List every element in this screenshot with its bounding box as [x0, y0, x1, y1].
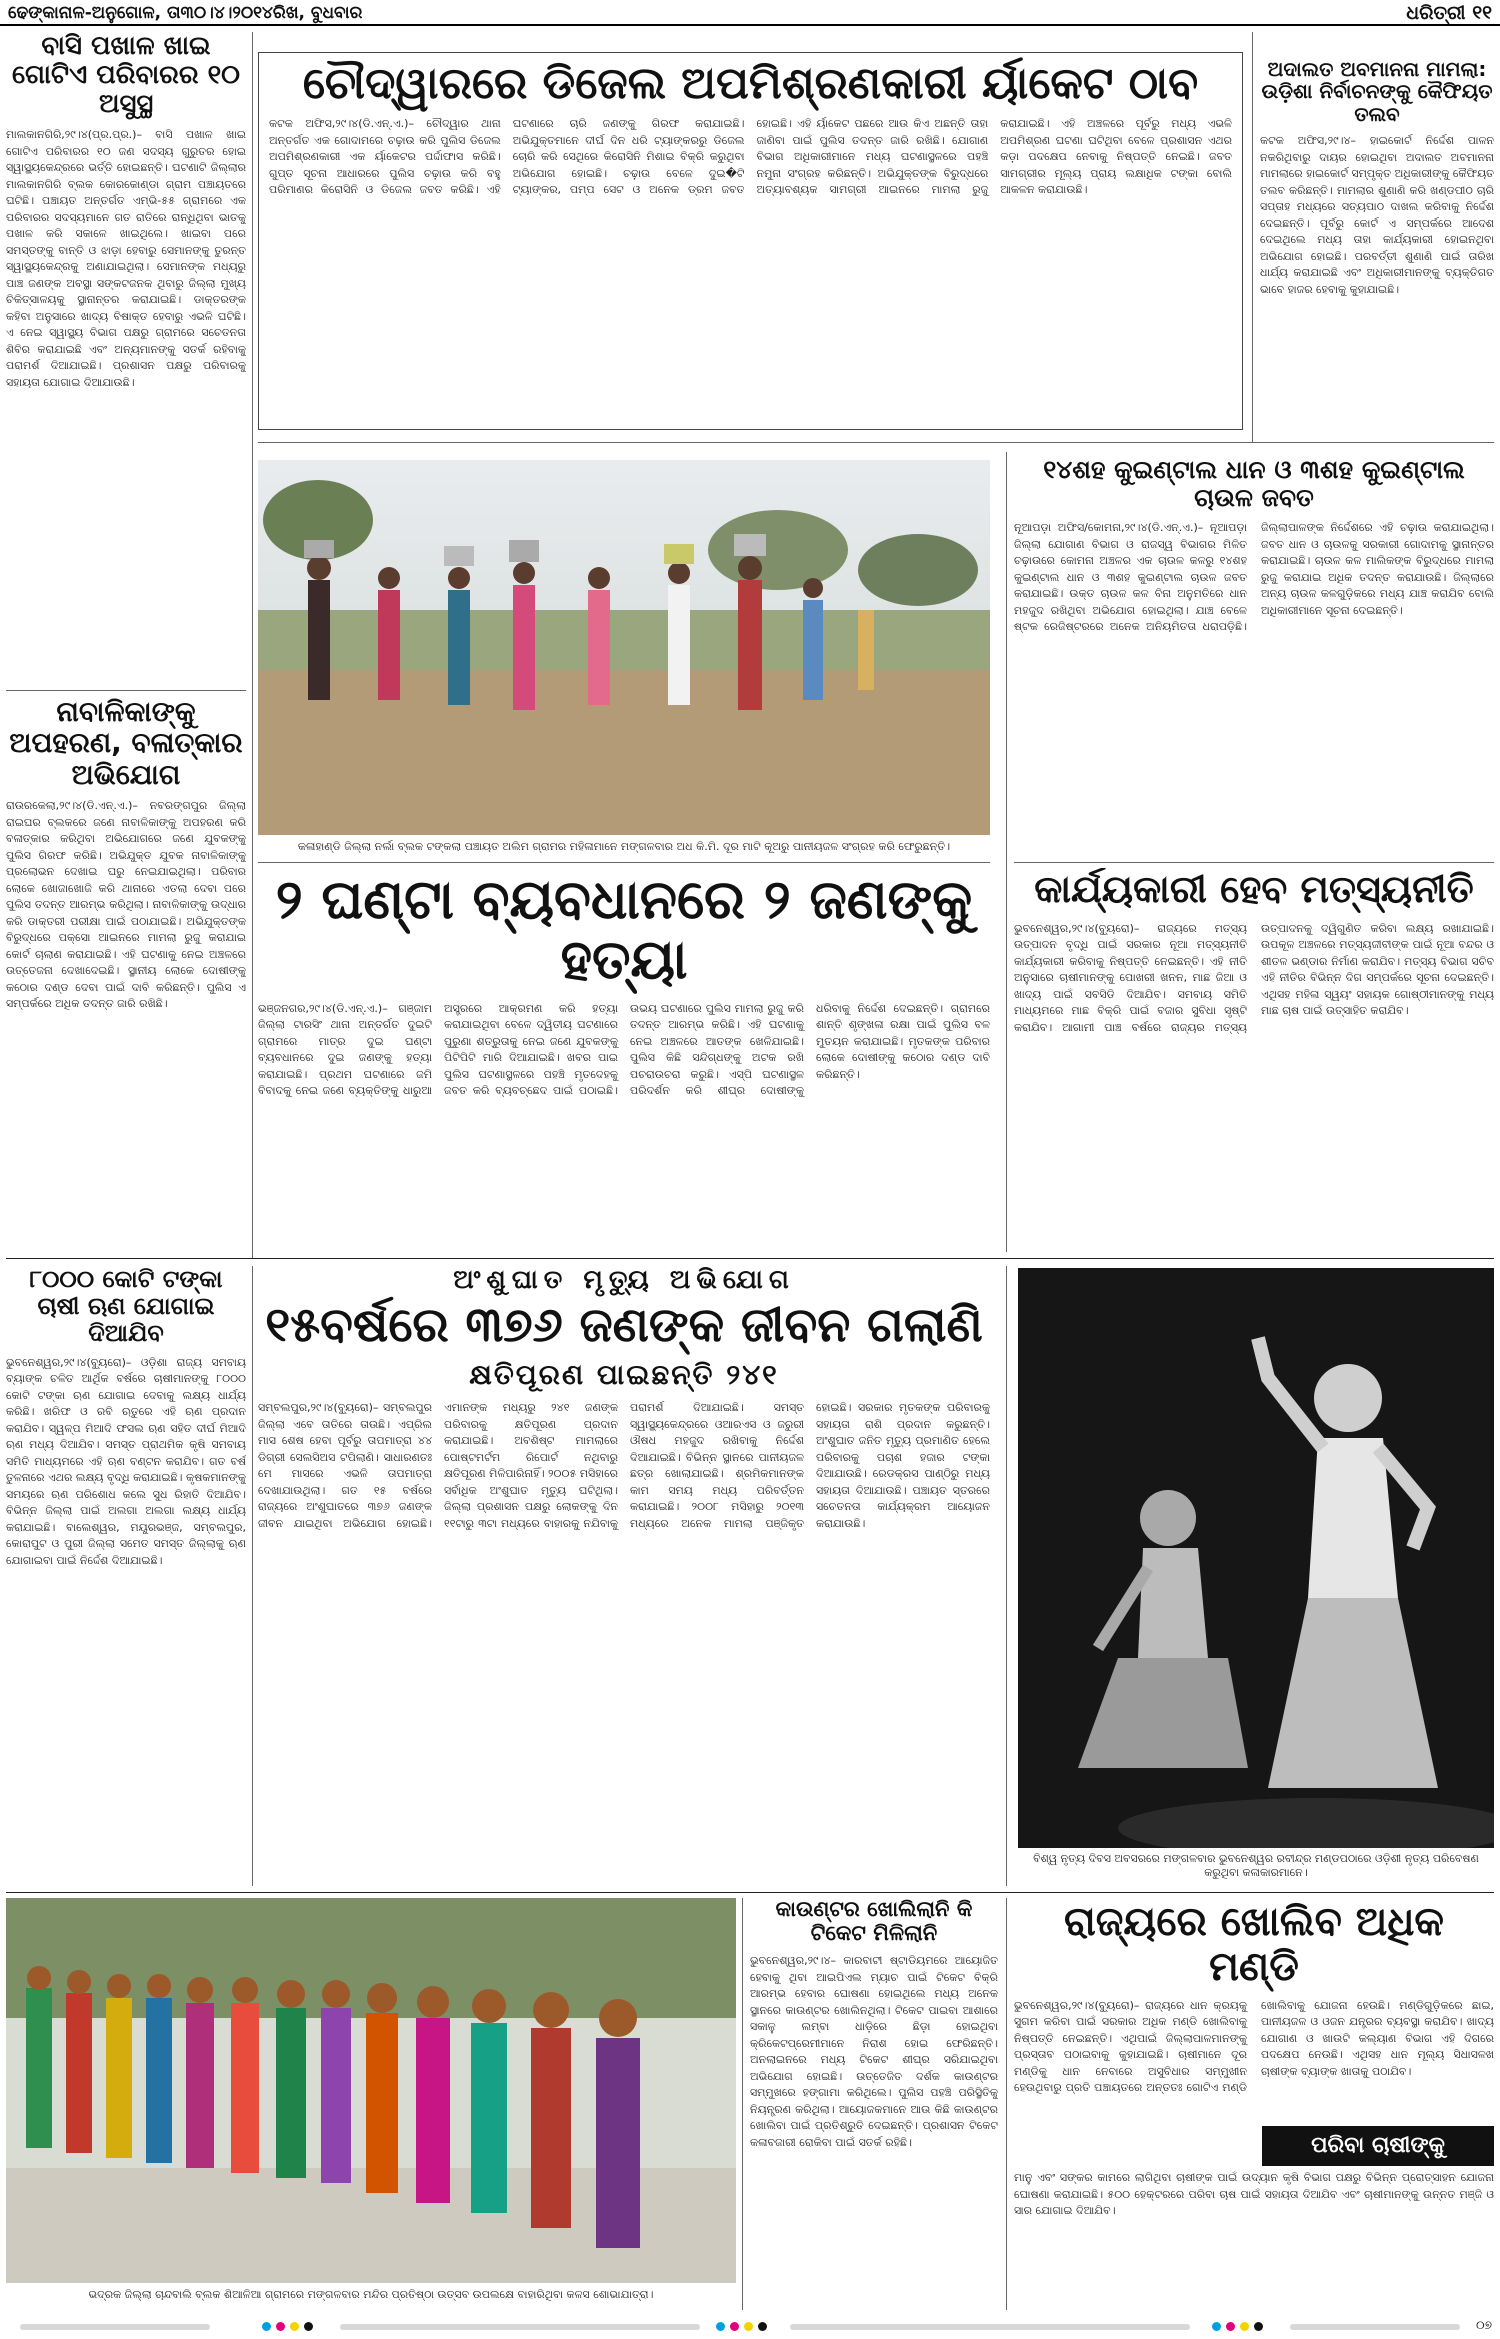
page-mark: ୦୭ [1475, 2318, 1492, 2332]
cyan-dot-icon [1212, 2322, 1221, 2331]
date-line: ଢେଙ୍କାନାଳ-ଅନୁଗୋଳ, ତା୩୦।୪।୨୦୧୪ରିଖ, ବୁଧବାର [8, 3, 363, 23]
photo-caption: ଭଦ୍ରକ ଜିଲ୍ଲା ଚାନ୍ଦବାଲି ବ୍ଲକ ଶିଆଳିଆ ଗ୍ରାମରେ ମଙ୍ଗଳବାର ମନ୍ଦିର ପ୍ରତିଷ୍ଠା ଉତ୍ସବ ଉପଲକ୍ଷେ ବାହାରିଥିବା କଳସ ଶୋଭାଯାତ୍ରା। [88, 2288, 654, 2301]
article-more-mandis [1014, 1900, 1494, 2310]
article-body: ଭୁବନେଶ୍ୱର,୨୯।୪(ବ୍ୟୁରୋ)– ଓଡ଼ିଶା ରାଜ୍ୟ ସମବାୟ ବ୍ୟାଙ୍କ ଚଳିତ ଆର୍ଥିକ ବର୍ଷରେ ଚାଷୀମାନଙ୍କୁ ୮୦୦୦ କୋଟି ଟଙ୍କା ଋଣ ଯୋଗାଇ ଦେବାକୁ ଲକ୍ଷ୍ୟ ଧାର୍ଯ୍ୟ କରିଛି। ଖରିଫ ଓ ରବି ଋତୁରେ ଏହି ଋଣ ପ୍ରଦାନ କରାଯିବ। ସ୍ୱଳ୍ପ ମିଆଦି ଫସଲ ଋଣ ସହିତ ଦୀର୍ଘ ମିଆଦି ଋଣ ମଧ୍ୟ ଦିଆଯିବ। ସମସ୍ତ ପ୍ରାଥମିକ କୃଷି ସମବାୟ ସମିତି ମାଧ୍ୟମରେ ଏହି ଋଣ ବଣ୍ଟନ କରାଯିବ। ଗତ ବର୍ଷ ତୁଳନାରେ ଏଥର ଲକ୍ଷ୍ୟ ବୃଦ୍ଧି କରାଯାଇଛି। କୃଷକମାନଙ୍କୁ ସମୟରେ ଋଣ ପରିଶୋଧ କଲେ ସୁଧ ରିହାତି ଦିଆଯିବ। ବିଭିନ୍ନ ଜିଲ୍ଲା ପାଇଁ ଅଲଗା ଅଲଗା ଲକ୍ଷ୍ୟ ଧାର୍ଯ୍ୟ କରାଯାଇଛି। ବାଲେଶ୍ୱର, ମୟୂରଭଞ୍ଜ, ସମ୍ବଲପୁର, କୋରାପୁଟ ଓ ପୁରୀ ଜିଲ୍ଲା ସମେତ ସମସ୍ତ ଜିଲ୍ଲାକୁ ଋଣ ଯୋଗାଇବା ପାଇଁ ନିର୍ଦ୍ଦେଶ ଦିଆଯାଇଛି। [6, 1355, 246, 1567]
magenta-dot-icon [1226, 2322, 1235, 2331]
article-body: ରାଉରକେଲା,୨୯।୪(ଡି.ଏନ୍.ଏ.)– ନବରଙ୍ଗପୁର ଜିଲ୍ଲା ରାଇଘର ବ୍ଲକରେ ଜଣେ ନାବାଳିକାଙ୍କୁ ଅପହରଣ କରି ବଳାତ୍କାର କରିଥିବା ଅଭିଯୋଗରେ ଜଣେ ଯୁବକଙ୍କୁ ପୁଲିସ ଗିରଫ କରିଛି। ଅଭିଯୁକ୍ତ ଯୁବକ ନାବାଳିକାଙ୍କୁ ପ୍ରଲୋଭନ ଦେଖାଇ ଘରୁ ନେଇଯାଇଥିଲା। ପରିବାର ଲୋକେ ଖୋଜାଖୋଜି କରି ଥାନାରେ ଏତଲା ଦେବା ପରେ ପୁଲିସ ତଦନ୍ତ ଆରମ୍ଭ କରିଥିଲା। ନାବାଳିକାଙ୍କୁ ଉଦ୍ଧାର କରି ଡାକ୍ତରୀ ପରୀକ୍ଷା ପାଇଁ ପଠାଯାଇଛି। ଅଭିଯୁକ୍ତଙ୍କ ବିରୁଦ୍ଧରେ ପକ୍ସୋ ଆଇନରେ ମାମଲା ରୁଜୁ କରାଯାଇ କୋର୍ଟ ଚାଲାଣ କରାଯାଇଛି। ଏହି ଘଟଣାକୁ ନେଇ ଅଞ୍ଚଳରେ ଉତ୍ତେଜନା ଦେଖାଦେଇଛି। ସ୍ଥାନୀୟ ଲୋକେ ଦୋଷୀଙ୍କୁ କଠୋର ଦଣ୍ଡ ଦେବା ପାଇଁ ଦାବି କରିଛନ୍ତି। ପୁଲିସ ଏ ସମ୍ପର୍କରେ ଅଧିକ ତଦନ୍ତ ଜାରି ରଖିଛି। [6, 799, 246, 1011]
water-women-image [258, 460, 990, 835]
article-body: ସମ୍ବଲପୁର,୨୯।୪(ବ୍ୟୁରୋ)– ସମ୍ବଲପୁର ଜିଲ୍ଲା ଏବେ ତାତିରେ ତାଉଛି। ଏପ୍ରିଲ ମାସ ଶେଷ ହେବା ପୂର୍ବରୁ ତାପମାତ୍ରା ୪୪ ଡିଗ୍ରୀ ସେଲସିଅସ ଟପିଲାଣି। ସାଧାରଣତଃ ମେ ମାସରେ ଏଭଳି ତାପମାତ୍ରା ଦେଖାଯାଉଥିଲା। ଗତ ୧୫ ବର୍ଷରେ ରାଜ୍ୟରେ ଅଂଶୁଘାତରେ ୩୭୬ ଜଣଙ୍କ ଜୀବନ ଯାଇଥିବା ଅଭିଯୋଗ ହୋଇଛି। ଏମାନଙ୍କ ମଧ୍ୟରୁ ୨୪୧ ଜଣଙ୍କ ପରିବାରକୁ କ୍ଷତିପୂରଣ ପ୍ରଦାନ କରାଯାଇଛି। ଅବଶିଷ୍ଟ ମାମଲାରେ ପୋଷ୍ଟମର୍ଟମ ରିପୋର୍ଟ ନଥିବାରୁ କ୍ଷତିପୂରଣ ମିଳିପାରିନାହିଁ। ୨୦୦୫ ମସିହାରେ ସର୍ବାଧିକ ଅଂଶୁଘାତ ମୃତ୍ୟୁ ଘଟିଥିଲା। ଜିଲ୍ଲା ପ୍ରଶାସନ ପକ୍ଷରୁ ଲୋକଙ୍କୁ ଦିନ ୧୧ଟାରୁ ୩ଟା ମଧ୍ୟରେ ବାହାରକୁ ନଯିବାକୁ ପରାମର୍ଶ ଦିଆଯାଇଛି। ସମସ୍ତ ସ୍ୱାସ୍ଥ୍ୟକେନ୍ଦ୍ରରେ ଓଆରଏସ ଓ ଜରୁରୀ ଔଷଧ ମହଜୁଦ ରଖିବାକୁ ନିର୍ଦ୍ଦେଶ ଦିଆଯାଇଛି। ବିଭିନ୍ନ ସ୍ଥାନରେ ପାନୀୟଜଳ ଛତ୍ର ଖୋଲାଯାଇଛି। ଶ୍ରମିକମାନଙ୍କ କାମ ସମୟ ମଧ୍ୟ ପରିବର୍ତ୍ତନ କରାଯାଇଛି। ୨୦୦୮ ମସିହାରୁ ୨୦୧୩ ମଧ୍ୟରେ ଅନେକ ମାମଲା ପଞ୍ଜିକୃତ ହୋଇଛି। ସରକାର ମୃତକଙ୍କ ପରିବାରକୁ ସହାୟତା ରାଶି ପ୍ରଦାନ କରୁଛନ୍ତି। ଅଂଶୁଘାତ ଜନିତ ମୃତ୍ୟୁ ପ୍ରମାଣିତ ହେଲେ ପରିବାରକୁ ପଚାଶ ହଜାର ଟଙ୍କା ଦିଆଯାଉଛି। ରେଡକ୍ରସ ପାଣ୍ଠିରୁ ମଧ୍ୟ ସହାୟତା ଦିଆଯାଉଛି। ପଞ୍ଚାୟତ ସ୍ତରରେ ସଚେତନତା କାର୍ଯ୍ୟକ୍ରମ ଆୟୋଜନ କରାଯାଉଛି। [258, 1401, 990, 1530]
article-body: ନୂଆପଡ଼ା ଅଫିସ/କୋମନା,୨୯।୪(ଡି.ଏନ୍.ଏ.)– ନୂଆପଡ଼ା ଜିଲ୍ଲା ଯୋଗାଣ ବିଭାଗ ଓ ରାଜସ୍ୱ ବିଭାଗର ମିଳିତ ଚଢ଼ାଉରେ କୋମନା ଅଞ୍ଚଳର ଏକ ଚାଉଳ କଳରୁ ୧୪ଶହ କୁଇଣ୍ଟାଲ ଧାନ ଓ ୩ଶହ କୁଇଣ୍ଟାଲ ଚାଉଳ ଜବତ କରାଯାଇଛି। ଉକ୍ତ ଚାଉଳ କଳ ବିନା ଅନୁମତିରେ ଧାନ ମହଜୁଦ ରଖିଥିବା ଅଭିଯୋଗ ହୋଇଥିଲା। ଯାଞ୍ଚ ବେଳେ ଷ୍ଟକ ରେଜିଷ୍ଟରରେ ଅନେକ ଅନିୟମିତତା ଧରାପଡ଼ିଛି। ଜିଲ୍ଲାପାଳଙ୍କ ନିର୍ଦ୍ଦେଶରେ ଏହି ଚଢ଼ାଉ କରାଯାଇଥିଲା। ଜବତ ଧାନ ଓ ଚାଉଳକୁ ସରକାରୀ ଗୋଦାମକୁ ସ୍ଥାନାନ୍ତର କରାଯାଇଛି। ଚାଉଳ କଳ ମାଲିକଙ୍କ ବିରୁଦ୍ଧରେ ମାମଲା ରୁଜୁ କରାଯାଇ ଅଧିକ ତଦନ୍ତ କରାଯାଉଛି। ଜିଲ୍ଲାରେ ଅନ୍ୟ ଚାଉଳ କଳଗୁଡ଼ିକରେ ମଧ୍ୟ ଯାଞ୍ଚ କରାଯିବ ବୋଲି ଅଧିକାରୀମାନେ ସୂଚନା ଦେଇଛନ୍ତି। [1014, 521, 1494, 633]
photo-kalash-procession [6, 1898, 736, 2283]
dance-image [1018, 1268, 1494, 1848]
kicker: ଅଂଶୁଘାତ ମୃତ୍ୟୁ ଅଭିଯୋଗ [453, 1266, 795, 1295]
magenta-dot-icon [730, 2322, 739, 2331]
page-header [0, 0, 1500, 26]
black-dot-icon [758, 2322, 767, 2331]
headline: କାର୍ଯ୍ୟକାରୀ ହେବ ମତ୍ସ୍ୟନୀତି [1034, 868, 1474, 911]
article-heatstroke [258, 1266, 990, 1886]
headline: ରାଜ୍ୟରେ ଖୋଲିବ ଅଧିକ ମଣ୍ଡି [1063, 1900, 1444, 1990]
subsection-banner: ପରିବା ଚାଷୀଙ୍କୁ [1262, 2126, 1494, 2166]
headline: ଅଦାଲତ ଅବମାନନା ମାମଲା: ଉଡ଼ିଶା ନିର୍ବାଚନଙ୍କୁ କୈଫିୟତ ତଲବ [1261, 58, 1493, 126]
page-label: ଧରିତ୍ରୀ ୧୧ [1406, 2, 1492, 24]
article-body: କଟକ ଅଫିସ,୨୯।୪– ହାଇକୋର୍ଟ ନିର୍ଦ୍ଦେଶ ପାଳନ ନକରିଥିବାରୁ ଦାୟର ହୋଇଥିବା ଅଦାଲତ ଅବମାନନା ମାମଲାରେ ହାଇକୋର୍ଟ ସମ୍ପୃକ୍ତ ଅଧିକାରୀଙ୍କୁ କୈଫିୟତ ତଲବ କରିଛନ୍ତି। ମାମଲାର ଶୁଣାଣି କରି ଖଣ୍ଡପୀଠ ଚାରି ସପ୍ତାହ ମଧ୍ୟରେ ସତ୍ୟପାଠ ଦାଖଲ କରିବାକୁ ନିର୍ଦ୍ଦେଶ ଦେଇଛନ୍ତି। ପୂର୍ବରୁ କୋର୍ଟ ଏ ସମ୍ପର୍କରେ ଆଦେଶ ଦେଇଥିଲେ ମଧ୍ୟ ତାହା କାର୍ଯ୍ୟକାରୀ ହୋଇନଥିବା ଅଭିଯୋଗ ହୋଇଛି। ପରବର୍ତ୍ତୀ ଶୁଣାଣି ପାଇଁ ତାରିଖ ଧାର୍ଯ୍ୟ କରାଯାଇଛି ଏବଂ ଅଧିକାରୀମାନଙ୍କୁ ବ୍ୟକ୍ତିଗତ ଭାବେ ହାଜର ହେବାକୁ କୁହାଯାଇଛି। [1260, 134, 1494, 296]
headline: କାଉଣ୍ଟର ଖୋଲିଲାନି କି ଟିକେଟ ମିଳିଲାନି [775, 1898, 973, 1945]
cyan-dot-icon [716, 2322, 725, 2331]
yellow-dot-icon [744, 2322, 753, 2331]
article-fisheries-policy [1014, 868, 1494, 1248]
headline: ୧୪ଶହ କୁଇଣ୍ଟାଲ ଧାନ ଓ ୩ଶହ କୁଇଣ୍ଟାଲ ଚାଉଳ ଜବତ [1043, 456, 1465, 512]
headline: ଚୌଦ୍ୱାରରେ ଡିଜେଲ ଅପମିଶ୍ରଣକାରୀ ର୍ୟାକେଟ ଠାବ [302, 58, 1199, 109]
photo-odissi-dance [1018, 1268, 1494, 1848]
article-diesel-racket [258, 52, 1243, 430]
article-abduction [6, 696, 246, 1216]
article-body-2: ମାନୁ ଏବଂ ସଙ୍କର କାମରେ ଲାଗିଥିବା ଚାଷୀଙ୍କ ପାଇଁ ଉଦ୍ୟାନ କୃଷି ବିଭାଗ ପକ୍ଷରୁ ବିଭିନ୍ନ ପ୍ରୋତ୍ସାହନ ଯୋଜନା ଘୋଷଣା କରାଯାଇଛି। ୫୦୦ ହେକ୍ଟରରେ ପରିବା ଚାଷ ପାଇଁ ସହାୟତା ଦିଆଯିବ ଏବଂ ଚାଷୀମାନଙ୍କୁ ଉନ୍ନତ ମଞ୍ଜି ଓ ସାର ଯୋଗାଇ ଦିଆଯିବ। [1014, 2171, 1494, 2217]
article-body: ଭୁବନେଶ୍ୱର,୨୯।୪(ବ୍ୟୁରୋ)– ରାଜ୍ୟରେ ଧାନ କ୍ରୟକୁ ସୁଗମ କରିବା ପାଇଁ ସରକାର ଅଧିକ ମଣ୍ଡି ଖୋଲିବାକୁ ନିଷ୍ପତ୍ତି ନେଇଛନ୍ତି। ଏଥିପାଇଁ ଜିଲ୍ଲାପାଳମାନଙ୍କୁ ପ୍ରସ୍ତାବ ପଠାଇବାକୁ କୁହାଯାଇଛି। ଚାଷୀମାନେ ଦୂର ମଣ୍ଡିକୁ ଧାନ ନେବାରେ ଅସୁବିଧାର ସମ୍ମୁଖୀନ ହେଉଥିବାରୁ ପ୍ରତି ପଞ୍ଚାୟତରେ ଅନ୍ତତଃ ଗୋଟିଏ ମଣ୍ଡି ଖୋଲିବାକୁ ଯୋଜନା ହେଉଛି। ମଣ୍ଡିଗୁଡ଼ିକରେ ଛାଇ, ପାନୀୟଜଳ ଓ ଓଜନ ଯନ୍ତ୍ରର ବ୍ୟବସ୍ଥା କରାଯିବ। ଖାଦ୍ୟ ଯୋଗାଣ ଓ ଖାଉଟି କଲ୍ୟାଣ ବିଭାଗ ଏହି ଦିଗରେ ପଦକ୍ଷେପ ନେଉଛି। ଏଥିସହ ଧାନ ମୂଲ୍ୟ ସିଧାସଳଖ ଚାଷୀଙ୍କ ବ୍ୟାଙ୍କ ଖାତାକୁ ପଠାଯିବ। [1014, 1998, 1494, 2095]
article-body: ଭୁବନେଶ୍ୱର,୨୯।୪– କାରବାଟୀ ଷ୍ଟାଡିୟମରେ ଆୟୋଜିତ ହେବାକୁ ଥିବା ଆଇପିଏଲ ମ୍ୟାଚ ପାଇଁ ଟିକେଟ ବିକ୍ରି ଆରମ୍ଭ ହେବାର ଘୋଷଣା ହୋଇଥିଲେ ମଧ୍ୟ ଅନେକ ସ୍ଥାନରେ କାଉଣ୍ଟର ଖୋଲିନଥିଲା। ଟିକେଟ ପାଇବା ଆଶାରେ ସକାଳୁ ଲମ୍ବା ଧାଡ଼ିରେ ଛିଡ଼ା ହୋଇଥିବା କ୍ରିକେଟପ୍ରେମୀମାନେ ନିରାଶ ହୋଇ ଫେରିଛନ୍ତି। ଅନଲାଇନରେ ମଧ୍ୟ ଟିକେଟ ଶୀଘ୍ର ସରିଯାଇଥିବା ଅଭିଯୋଗ ହୋଇଛି। ଉତ୍ତେଜିତ ଦର୍ଶକ କାଉଣ୍ଟର ସମ୍ମୁଖରେ ହଙ୍ଗାମା କରିଥିଲେ। ପୁଲିସ ପହଞ୍ଚି ପରିସ୍ଥିତିକୁ ନିୟନ୍ତ୍ରଣ କରିଥିଲା। ଆୟୋଜକମାନେ ଆଉ କିଛି କାଉଣ୍ଟର ଖୋଲିବା ପାଇଁ ପ୍ରତିଶ୍ରୁତି ଦେଇଛନ୍ତି। ପ୍ରଶାସନ ଟିକେଟ କଳାବଜାରୀ ରୋକିବା ପାଇଁ ସତର୍କ ରହିଛି। [750, 1954, 998, 2149]
article-paddy-seizure [1014, 456, 1494, 856]
yellow-dot-icon [1240, 2322, 1249, 2331]
cyan-dot-icon [262, 2322, 271, 2331]
photo-water-collection [258, 460, 990, 835]
headline: ୧୫ବର୍ଷରେ ୩୭୬ ଜଣଙ୍କ ଜୀବନ ଗଲାଣି [265, 1297, 983, 1354]
article-body: ଭୁବନେଶ୍ୱର,୨୯।୪(ବ୍ୟୁରୋ)– ରାଜ୍ୟରେ ମତ୍ସ୍ୟ ଉତ୍ପାଦନ ବୃଦ୍ଧି ପାଇଁ ସରକାର ନୂଆ ମତ୍ସ୍ୟନୀତି କାର୍ଯ୍ୟକାରୀ କରିବାକୁ ନିଷ୍ପତ୍ତି ନେଇଛନ୍ତି। ଏହି ନୀତି ଅନୁସାରେ ଚାଷୀମାନଙ୍କୁ ପୋଖରୀ ଖନନ, ମାଛ ଜିଆ ଓ ଖାଦ୍ୟ ପାଇଁ ସବସିଡି ଦିଆଯିବ। ସମବାୟ ସମିତି ମାଧ୍ୟମରେ ମାଛ ବିକ୍ରି ପାଇଁ ବଜାର ସୁବିଧା ସୃଷ୍ଟି କରାଯିବ। ଆଗାମୀ ପାଞ୍ଚ ବର୍ଷରେ ରାଜ୍ୟର ମତ୍ସ୍ୟ ଉତ୍ପାଦନକୁ ଦ୍ୱିଗୁଣିତ କରିବା ଲକ୍ଷ୍ୟ ରଖାଯାଇଛି। ଉପକୂଳ ଅଞ୍ଚଳରେ ମତ୍ସ୍ୟଜୀବୀଙ୍କ ପାଇଁ ନୂଆ ବନ୍ଦର ଓ ଶୀତଳ ଭଣ୍ଡାର ନିର୍ମାଣ କରାଯିବ। ମତ୍ସ୍ୟ ବିଭାଗ ସଚିବ ଏହି ନୀତିର ବିଭିନ୍ନ ଦିଗ ସମ୍ପର୍କରେ ସୂଚନା ଦେଇଛନ୍ତି। ଏଥିସହ ମହିଳା ସ୍ୱୟଂ ସହାୟକ ଗୋଷ୍ଠୀମାନଙ୍କୁ ମଧ୍ୟ ମାଛ ଚାଷ ପାଇଁ ଉତ୍ସାହିତ କରାଯିବ। [1014, 921, 1494, 1034]
article-court-contempt [1260, 58, 1494, 440]
headline: ନାବାଳିକାଙ୍କୁ ଅପହରଣ, ବଳାତ୍କାର ଅଭିଯୋଗ [9, 696, 243, 791]
procession-image [6, 1898, 736, 2283]
article-double-murder [258, 870, 990, 1248]
print-registration-strip [0, 2315, 1500, 2339]
yellow-dot-icon [290, 2322, 299, 2331]
article-farm-loan [6, 1266, 246, 1886]
article-body: କଟକ ଅଫିସ,୨୯।୪(ଡି.ଏନ୍.ଏ.)– ଚୌଦ୍ୱାର ଥାନା ଅନ୍ତର୍ଗତ ଏକ ଗୋଦାମରେ ଚଢ଼ାଉ କରି ପୁଲିସ ଡିଜେଲ ଅପମିଶ୍ରଣକାରୀ ଏକ ର୍ୟାକେଟର ପର୍ଦ୍ଦାଫାସ କରିଛି। ଗୁପ୍ତ ସୂଚନା ଆଧାରରେ ପୁଲିସ ଚଢ଼ାଉ କରି ବହୁ ପରିମାଣର କିରୋସିନି ଓ ଡିଜେଲ ଜବତ କରିଛି। ଏହି ଘଟଣାରେ ଚାରି ଜଣଙ୍କୁ ଗିରଫ କରାଯାଇଛି। ଅଭିଯୁକ୍ତମାନେ ଦୀର୍ଘ ଦିନ ଧରି ଟ୍ୟାଙ୍କରରୁ ଡିଜେଲ ଚୋରି କରି ସେଥିରେ କିରୋସିନି ମିଶାଇ ବିକ୍ରି କରୁଥିବା ଅଭିଯୋଗ ହୋଇଛି। ଚଢ଼ାଉ ବେଳେ ଦୁଇ�ଟି ଟ୍ୟାଙ୍କର, ପମ୍ପ ସେଟ ଓ ଅନେକ ଡ୍ରମ ଜବତ ହୋଇଛି। ଏହି ର୍ୟାକେଟ ପଛରେ ଆଉ କିଏ ଅଛନ୍ତି ତାହା ଜାଣିବା ପାଇଁ ପୁଲିସ ତଦନ୍ତ ଜାରି ରଖିଛି। ଯୋଗାଣ ବିଭାଗ ଅଧିକାରୀମାନେ ମଧ୍ୟ ଘଟଣାସ୍ଥଳରେ ପହଞ୍ଚି ନମୁନା ସଂଗ୍ରହ କରିଛନ୍ତି। ଅଭିଯୁକ୍ତଙ୍କ ବିରୁଦ୍ଧରେ ଅତ୍ୟାବଶ୍ୟକ ସାମଗ୍ରୀ ଆଇନରେ ମାମଲା ରୁଜୁ କରାଯାଇଛି। ଏହି ଅଞ୍ଚଳରେ ପୂର୍ବରୁ ମଧ୍ୟ ଏଭଳି ଅପମିଶ୍ରଣ ଘଟଣା ଘଟିଥିବା ବେଳେ ପ୍ରଶାସନ ଏଥର କଡ଼ା ପଦକ୍ଷେପ ନେବାକୁ ନିଷ୍ପତ୍ତି ନେଇଛି। ଜବତ ସାମଗ୍ରୀର ମୂଲ୍ୟ ପ୍ରାୟ ଲକ୍ଷାଧିକ ଟଙ୍କା ବୋଲି ଆକଳନ କରାଯାଉଛି। [269, 117, 1232, 197]
article-body: ଭଞ୍ଜନଗର,୨୯।୪(ଡି.ଏନ୍.ଏ.)– ଗଞ୍ଜାମ ଜିଲ୍ଲା ଟାରସିଂ ଥାନା ଅନ୍ତର୍ଗତ ଦୁଇଟି ଗ୍ରାମରେ ମାତ୍ର ଦୁଇ ଘଣ୍ଟା ବ୍ୟବଧାନରେ ଦୁଇ ଜଣଙ୍କୁ ହତ୍ୟା କରାଯାଇଛି। ପ୍ରଥମ ଘଟଣାରେ ଜମି ବିବାଦକୁ ନେଇ ଜଣେ ବ୍ୟକ୍ତିଙ୍କୁ ଧାରୁଆ ଅସ୍ତ୍ରରେ ଆକ୍ରମଣ କରି ହତ୍ୟା କରାଯାଇଥିବା ବେଳେ ଦ୍ୱିତୀୟ ଘଟଣାରେ ପୁରୁଣା ଶତ୍ରୁତାକୁ ନେଇ ଜଣେ ଯୁବକଙ୍କୁ ପିଟିପିଟି ମାରି ଦିଆଯାଇଛି। ଖବର ପାଇ ପୁଲିସ ଘଟଣାସ୍ଥଳରେ ପହଞ୍ଚି ମୃତଦେହକୁ ଜବତ କରି ବ୍ୟବଚ୍ଛେଦ ପାଇଁ ପଠାଇଛି। ଉଭୟ ଘଟଣାରେ ପୁଲିସ ମାମଲା ରୁଜୁ କରି ତଦନ୍ତ ଆରମ୍ଭ କରିଛି। ଏହି ଘଟଣାକୁ ନେଇ ଅଞ୍ଚଳରେ ଆତଙ୍କ ଖେଳିଯାଇଛି। ପୁଲିସ କିଛି ସନ୍ଦିଗ୍ଧଙ୍କୁ ଅଟକ ରଖି ପଚରାଉଚରା କରୁଛି। ଏସ୍‌ପି ଘଟଣାସ୍ଥଳ ପରିଦର୍ଶନ କରି ଶୀଘ୍ର ଦୋଷୀଙ୍କୁ ଧରିବାକୁ ନିର୍ଦ୍ଦେଶ ଦେଇଛନ୍ତି। ଗ୍ରାମରେ ଶାନ୍ତି ଶୃଙ୍ଖଳା ରକ୍ଷା ପାଇଁ ପୁଲିସ ବଳ ମୁତୟନ କରାଯାଇଛି। ମୃତକଙ୍କ ପରିବାର ଲୋକେ ଦୋଷୀଙ୍କୁ କଠୋର ଦଣ୍ଡ ଦାବି କରିଛନ୍ତି। [258, 1001, 990, 1098]
article-ipl-tickets [750, 1898, 998, 2308]
black-dot-icon [1254, 2322, 1263, 2331]
subhead: କ୍ଷତିପୂରଣ ପାଇଛନ୍ତି ୨୪୧ [469, 1357, 779, 1391]
headline: ୨ ଘଣ୍ଟା ବ୍ୟବଧାନରେ ୨ ଜଣଙ୍କୁ ହତ୍ୟା [275, 870, 973, 992]
headline: ବାସି ପଖାଳ ଖାଇ ଗୋଟିଏ ପରିବାରର ୧୦ ଅସୁସ୍ଥ [12, 32, 240, 120]
photo-caption: କଳାହାଣ୍ଡି ଜିଲ୍ଲା ନର୍ଲା ବ୍ଲକ ଟଙ୍କଲା ପଞ୍ଚାୟତ ଅଲିମ ଗ୍ରାମର ମହିଳାମାନେ ମଙ୍ଗଳବାର ଅଧ କି.ମି. ଦୂର ମାଟି କୂଅରୁ ପାନୀୟଜଳ ସଂଗ୍ରହ କରି ଫେରୁଛନ୍ତି। [297, 840, 951, 853]
article-stale-rice [6, 32, 246, 682]
black-dot-icon [304, 2322, 313, 2331]
headline: ୮୦୦୦ କୋଟି ଟଙ୍କା ଚାଷୀ ଋଣ ଯୋଗାଇ ଦିଆଯିବ [29, 1266, 223, 1347]
article-body: ମାଲକାନଗିରି,୨୯।୪(ପ୍ର.ପ୍ର.)– ବାସି ପଖାଳ ଖାଇ ଗୋଟିଏ ପରିବାରର ୧୦ ଜଣ ସଦସ୍ୟ ଗୁରୁତର ହୋଇ ସ୍ୱାସ୍ଥ୍ୟକେନ୍ଦ୍ରରେ ଭର୍ତ୍ତି ହୋଇଛନ୍ତି। ଘଟଣାଟି ଜିଲ୍ଲାର ମାଲକାନଗିରି ବ୍ଲକ କୋରକୋଣ୍ଡା ଗ୍ରାମ ପଞ୍ଚାୟତରେ ଘଟିଛି। ପଞ୍ଚାୟତ ଅନ୍ତର୍ଗତ ଏମ୍‌ଭି-୫୫ ଗ୍ରାମରେ ଏକ ପରିବାରର ସଦସ୍ୟମାନେ ଗତ ରାତିରେ ରାନ୍ଧିଥିବା ଭାତକୁ ପଖାଳ କରି ସକାଳେ ଖାଇଥିଲେ। ଖାଇବା ପରେ ସମସ୍ତଙ୍କୁ ବାନ୍ତି ଓ ଝାଡ଼ା ହେବାରୁ ସେମାନଙ୍କୁ ତୁରନ୍ତ ସ୍ୱାସ୍ଥ୍ୟକେନ୍ଦ୍ରକୁ ଅଣାଯାଇଥିଲା। ସେମାନଙ୍କ ମଧ୍ୟରୁ ପାଞ୍ଚ ଜଣଙ୍କ ଅବସ୍ଥା ସଙ୍କଟଜନକ ଥିବାରୁ ଜିଲ୍ଲା ମୁଖ୍ୟ ଚିକିତ୍ସାଳୟକୁ ସ୍ଥାନାନ୍ତର କରାଯାଇଛି। ଡାକ୍ତରଙ୍କ କହିବା ଅନୁସାରେ ଖାଦ୍ୟ ବିଷାକ୍ତ ହେବାରୁ ଏଭଳି ଘଟିଛି। ଏ ନେଇ ସ୍ୱାସ୍ଥ୍ୟ ବିଭାଗ ପକ୍ଷରୁ ଗ୍ରାମରେ ସଚେତନତା ଶିବିର କରାଯାଇଛି ଏବଂ ଅନ୍ୟମାନଙ୍କୁ ସତର୍କ ରହିବାକୁ ପରାମର୍ଶ ଦିଆଯାଇଛି। ପ୍ରଶାସନ ପକ୍ଷରୁ ପରିବାରକୁ ସହାୟତା ଯୋଗାଇ ଦିଆଯାଉଛି। [6, 128, 246, 389]
magenta-dot-icon [276, 2322, 285, 2331]
photo-caption: ବିଶ୍ୱ ନୃତ୍ୟ ଦିବସ ଅବସରରେ ମଙ୍ଗଳବାର ଭୁବନେଶ୍ୱର ରବୀନ୍ଦ୍ର ମଣ୍ଡପଠାରେ ଓଡ଼ିଶୀ ନୃତ୍ୟ ପରିବେଷଣ କରୁଥିବା କଳାକାରମାନେ। [1033, 1852, 1479, 1880]
